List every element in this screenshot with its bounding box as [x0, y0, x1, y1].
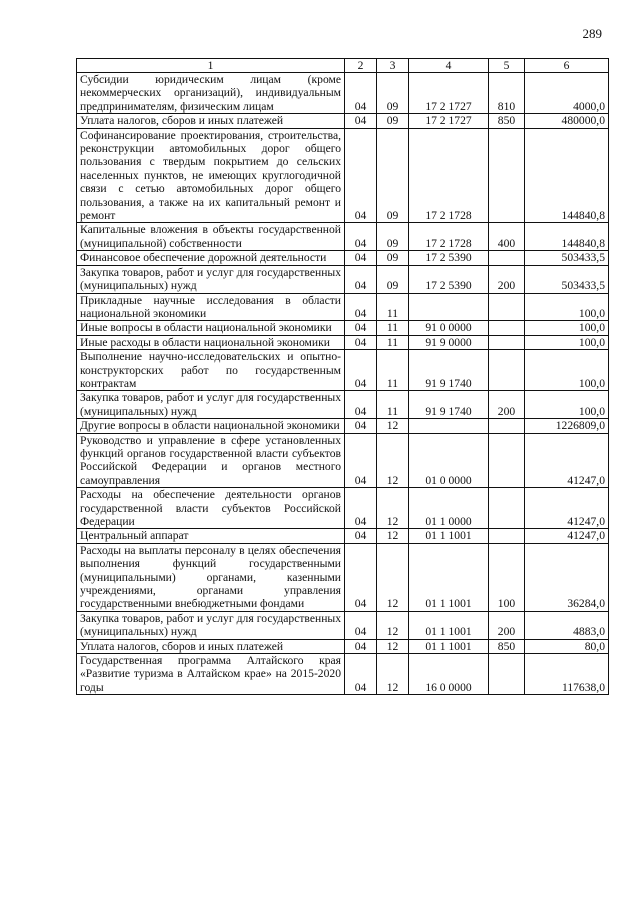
row-name-cell: Субсидии юридическим лицам (кроме некоммерческих организаций), индивидуальным предпринимателям, физическим лицам — [77, 73, 345, 114]
row-amount-cell: 503433,5 — [525, 265, 609, 293]
row-amount-cell: 117638,0 — [525, 654, 609, 695]
row-section-cell: 04 — [345, 251, 377, 265]
column-header-target-item: 4 — [409, 59, 489, 73]
row-section-cell: 04 — [345, 223, 377, 251]
row-amount-cell: 100,0 — [525, 391, 609, 419]
row-target-item-cell — [409, 419, 489, 433]
row-target-item-cell: 01 1 1001 — [409, 543, 489, 611]
row-target-item-cell: 01 1 1001 — [409, 611, 489, 639]
table-row — [77, 611, 609, 639]
row-name-cell: Центральный аппарат — [77, 529, 345, 543]
row-amount-cell: 36284,0 — [525, 543, 609, 611]
row-amount-cell: 100,0 — [525, 335, 609, 349]
table-row — [77, 335, 609, 349]
row-target-item-cell: 01 0 0000 — [409, 433, 489, 488]
table-row — [77, 654, 609, 695]
row-target-item-cell: 01 1 1001 — [409, 639, 489, 653]
row-section-cell: 04 — [345, 391, 377, 419]
row-target-item-cell: 17 2 1728 — [409, 223, 489, 251]
row-subsection-cell: 09 — [377, 251, 409, 265]
table-row — [77, 321, 609, 335]
row-subsection-cell: 09 — [377, 114, 409, 128]
row-target-item-cell: 17 2 1727 — [409, 114, 489, 128]
table-row — [77, 639, 609, 653]
column-header-subsection: 3 — [377, 59, 409, 73]
column-header-amount: 6 — [525, 59, 609, 73]
row-amount-cell: 144840,8 — [525, 223, 609, 251]
row-name-cell: Закупка товаров, работ и услуг для государственных (муниципальных) нужд — [77, 611, 345, 639]
row-target-item-cell: 91 9 1740 — [409, 391, 489, 419]
row-expense-type-cell: 400 — [489, 223, 525, 251]
row-section-cell: 04 — [345, 654, 377, 695]
row-amount-cell: 100,0 — [525, 321, 609, 335]
column-header-expense-type: 5 — [489, 59, 525, 73]
row-subsection-cell: 12 — [377, 433, 409, 488]
row-expense-type-cell — [489, 251, 525, 265]
table-row — [77, 543, 609, 611]
row-section-cell: 04 — [345, 265, 377, 293]
row-expense-type-cell: 850 — [489, 639, 525, 653]
row-target-item-cell: 01 1 1001 — [409, 529, 489, 543]
row-subsection-cell: 11 — [377, 293, 409, 321]
row-expense-type-cell — [489, 419, 525, 433]
row-subsection-cell: 09 — [377, 128, 409, 223]
row-expense-type-cell — [489, 433, 525, 488]
row-name-cell: Иные расходы в области национальной экономики — [77, 335, 345, 349]
row-amount-cell: 80,0 — [525, 639, 609, 653]
row-target-item-cell: 17 2 1727 — [409, 73, 489, 114]
row-amount-cell: 41247,0 — [525, 529, 609, 543]
row-name-cell: Капитальные вложения в объекты государственной (муниципальной) собственности — [77, 223, 345, 251]
row-target-item-cell: 17 2 5390 — [409, 265, 489, 293]
row-section-cell: 04 — [345, 114, 377, 128]
row-target-item-cell: 17 2 5390 — [409, 251, 489, 265]
row-amount-cell: 503433,5 — [525, 251, 609, 265]
row-target-item-cell: 16 0 0000 — [409, 654, 489, 695]
table-row — [77, 251, 609, 265]
row-name-cell: Финансовое обеспечение дорожной деятельности — [77, 251, 345, 265]
row-expense-type-cell: 850 — [489, 114, 525, 128]
row-amount-cell: 41247,0 — [525, 433, 609, 488]
row-section-cell: 04 — [345, 488, 377, 529]
row-subsection-cell: 09 — [377, 265, 409, 293]
row-subsection-cell: 11 — [377, 335, 409, 349]
row-expense-type-cell — [489, 293, 525, 321]
row-subsection-cell: 12 — [377, 488, 409, 529]
row-subsection-cell: 12 — [377, 419, 409, 433]
row-section-cell: 04 — [345, 321, 377, 335]
row-name-cell: Государственная программа Алтайского края «Развитие туризма в Алтайском крае» на 2015-2020 годы — [77, 654, 345, 695]
table-row — [77, 529, 609, 543]
row-subsection-cell: 12 — [377, 611, 409, 639]
table-row — [77, 128, 609, 223]
row-name-cell: Расходы на выплаты персоналу в целях обеспечения выполнения функций государственными (муниципальными) органами, казенными учреждениями, органами управления государственными внебюджетными фондами — [77, 543, 345, 611]
row-section-cell: 04 — [345, 335, 377, 349]
column-header-name: 1 — [77, 59, 345, 73]
row-expense-type-cell — [489, 529, 525, 543]
row-name-cell: Прикладные научные исследования в области национальной экономики — [77, 293, 345, 321]
row-name-cell: Руководство и управление в сфере установленных функций органов государственной власти субъектов Российской Федерации и органов местного самоуправления — [77, 433, 345, 488]
row-amount-cell: 4883,0 — [525, 611, 609, 639]
row-subsection-cell: 12 — [377, 654, 409, 695]
row-name-cell: Выполнение научно-исследовательских и опытно-конструкторских работ по государственным контрактам — [77, 350, 345, 391]
row-target-item-cell: 91 0 0000 — [409, 321, 489, 335]
budget-table — [76, 58, 609, 695]
row-section-cell: 04 — [345, 419, 377, 433]
row-name-cell: Закупка товаров, работ и услуг для государственных (муниципальных) нужд — [77, 391, 345, 419]
row-expense-type-cell — [489, 350, 525, 391]
column-header-section: 2 — [345, 59, 377, 73]
row-section-cell: 04 — [345, 350, 377, 391]
table-row — [77, 350, 609, 391]
row-section-cell: 04 — [345, 73, 377, 114]
row-subsection-cell: 11 — [377, 350, 409, 391]
row-subsection-cell: 11 — [377, 321, 409, 335]
row-amount-cell: 480000,0 — [525, 114, 609, 128]
row-section-cell: 04 — [345, 639, 377, 653]
table-row — [77, 488, 609, 529]
row-name-cell: Софинансирование проектирования, строительства, реконструкции автомобильных дорог общего пользования с твердым покрытием до сельских населенных пунктов, не имеющих круглогодичной связи с сетью автомобильных дорог общего пользования, а также на их капитальный ремонт и ремонт — [77, 128, 345, 223]
table-row — [77, 114, 609, 128]
row-name-cell: Закупка товаров, работ и услуг для государственных (муниципальных) нужд — [77, 265, 345, 293]
row-name-cell: Уплата налогов, сборов и иных платежей — [77, 639, 345, 653]
row-target-item-cell: 17 2 1728 — [409, 128, 489, 223]
table-row — [77, 265, 609, 293]
row-expense-type-cell: 810 — [489, 73, 525, 114]
row-subsection-cell: 09 — [377, 73, 409, 114]
row-expense-type-cell — [489, 321, 525, 335]
row-expense-type-cell — [489, 128, 525, 223]
row-name-cell: Другие вопросы в области национальной экономики — [77, 419, 345, 433]
row-section-cell: 04 — [345, 128, 377, 223]
row-subsection-cell: 12 — [377, 543, 409, 611]
row-subsection-cell: 12 — [377, 639, 409, 653]
row-expense-type-cell: 200 — [489, 391, 525, 419]
row-amount-cell: 100,0 — [525, 350, 609, 391]
table-row — [77, 293, 609, 321]
row-expense-type-cell: 200 — [489, 265, 525, 293]
row-target-item-cell — [409, 293, 489, 321]
row-name-cell: Расходы на обеспечение деятельности органов государственной власти субъектов Российской Федерации — [77, 488, 345, 529]
row-amount-cell: 144840,8 — [525, 128, 609, 223]
row-subsection-cell: 09 — [377, 223, 409, 251]
table-row — [77, 419, 609, 433]
row-target-item-cell: 91 9 1740 — [409, 350, 489, 391]
row-section-cell: 04 — [345, 611, 377, 639]
row-subsection-cell: 12 — [377, 529, 409, 543]
table-row — [77, 223, 609, 251]
row-expense-type-cell — [489, 335, 525, 349]
table-body — [77, 73, 609, 695]
row-name-cell: Уплата налогов, сборов и иных платежей — [77, 114, 345, 128]
row-expense-type-cell: 200 — [489, 611, 525, 639]
table-row — [77, 433, 609, 488]
row-target-item-cell: 91 9 0000 — [409, 335, 489, 349]
row-amount-cell: 4000,0 — [525, 73, 609, 114]
row-expense-type-cell — [489, 488, 525, 529]
row-section-cell: 04 — [345, 529, 377, 543]
row-amount-cell: 1226809,0 — [525, 419, 609, 433]
row-section-cell: 04 — [345, 293, 377, 321]
row-subsection-cell: 11 — [377, 391, 409, 419]
row-expense-type-cell — [489, 654, 525, 695]
table-row — [77, 391, 609, 419]
row-section-cell: 04 — [345, 543, 377, 611]
row-target-item-cell: 01 1 0000 — [409, 488, 489, 529]
row-amount-cell: 100,0 — [525, 293, 609, 321]
row-amount-cell: 41247,0 — [525, 488, 609, 529]
row-name-cell: Иные вопросы в области национальной экономики — [77, 321, 345, 335]
header-row — [77, 59, 609, 73]
row-expense-type-cell: 100 — [489, 543, 525, 611]
page-number: 289 — [582, 26, 602, 41]
table-row — [77, 73, 609, 114]
row-section-cell: 04 — [345, 433, 377, 488]
